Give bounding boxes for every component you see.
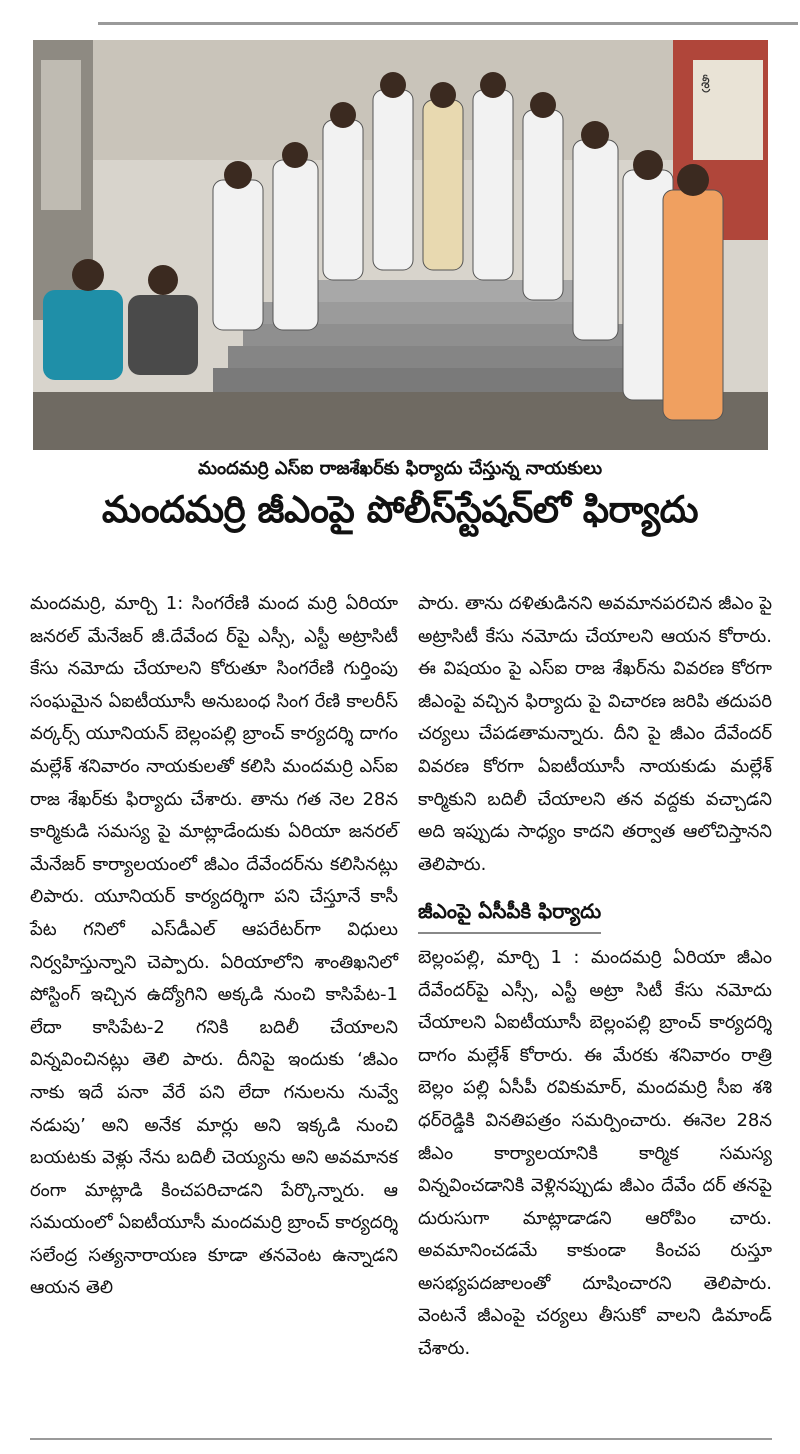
article-column-right (418, 588, 772, 1366)
photo-caption: మందమర్రి ఎస్ఐ రాజశేఖర్‌కు ఫిర్యాదు చేస్తున్న నాయకులు (197, 458, 603, 479)
article-body-right-2: బెల్లంపల్లి, మార్చి 1 : మందమర్రి ఏరియా జీఎం దేవేందర్‌పై ఎస్సీ, ఎస్టీ అట్రా సిటీ కేసు నమోదు చేయాలని ఏఐటీయూసీ బెల్లంపల్లి బ్రాంచ్ కార్యదర్శి దాగం మల్లేశ్ కోరారు. ఈ మేరకు శనివారం రాత్రి బెల్లం పల్లి ఏసీపీ రవికుమార్, మందమర్రి సీఐ శశి ధర్‌రెడ్డికి వినతిపత్రం సమర్పించారు. ఈనెల 28న జీఎం కార్యాలయానికి కార్మిక సమస్య విన్నవించడానికి వెళ్లినప్పుడు జీఎం దేవేం దర్ తనపై దురుసుగా మాట్లాడాడని ఆరోపిం చారు. అవమానించడమే కాకుండా కించప రుస్తూ అసభ్యపదజాలంతో దూషించారని తెలిపారు. వెంటనే జీఎంపై చర్యలు తీసుకో వాలని డిమాండ్ చేశారు. (418, 946, 772, 1360)
photo-sign-text: శ్రీ (701, 73, 710, 92)
top-rule (98, 0, 798, 25)
article-body-right: పారు. తాను దళితుడినని అవమానపరచిన జీఎం పై అట్రాసిటీ కేసు నమోదు చేయాలని ఆయన కోరారు. ఈ విషయం పై ఎస్ఐ రాజ శేఖర్‌ను వివరణ కోరగా జీఎంపై వచ్చిన ఫిర్యాదు పై విచారణ జరిపి తదుపరి చర్యలు చేపడతామన్నారు. దీని పై జీఎం దేవేందర్ వివరణ కోరగా ఏఐటీయూసీ నాయకుడు మల్లేశ్ కార్మికుని బదిలీ చేయాలని తన వద్దకు వచ్చాడని అది ఇప్పుడు సాధ్యం కాదని తర్వాత ఆలోచిస్తానని తెలిపారు. (418, 593, 772, 875)
bottom-rule (30, 1438, 772, 1440)
article-body-left: మందమర్రి, మార్చి 1: సింగరేణి మంద మర్రి ఏరియా జనరల్ మేనేజర్ జీ.దేవేంద ర్‌పై ఎస్సీ, ఎస్టీ అట్రాసిటీ కేసు నమోదు చేయాలని కోరుతూ సింగరేణి గుర్తింపు సంఘమైన ఏఐటీయూసీ అనుబంధ సింగ రేణి కాలరీస్ వర్కర్స్ యూనియన్ బెల్లంపల్లి బ్రాంచ్ కార్యదర్శి దాగం మల్లేశ్ శనివారం నాయకులతో కలిసి మందమర్రి ఎస్ఐ రాజ శేఖర్‌కు ఫిర్యాదు చేశారు. తాను గత నెల 28న కార్మికుడి సమస్య పై మాట్లాడేందుకు ఏరియా జనరల్ మేనేజర్ కార్యాలయంలో జీఎం దేవేందర్‌ను కలిసినట్లు లిపారు. యూనియర్ కార్యదర్శిగా పని చేస్తూనే కాసీ పేట గనిలో ఎస్‌డీఎల్ ఆపరేటర్‌గా విధులు నిర్వహిస్తున్నాని చెప్పారు. ఏరియాలోని శాంతిఖనిలో పోస్టింగ్ ఇచ్చిన ఉద్యోగిని అక్కడి నుంచి కాసిపేట-1 లేదా కాసిపేట-2 గనికి బదిలీ చేయాలని విన్నవించినట్లు తెలి పారు. దీనిపై ఇందుకు ‘జీఎం నాకు ఇదే పనా వేరే పని లేదా గనులను నువ్వే నడుపు’ అని అనేక మార్లు అని ఇక్కడి నుంచి బయటకు వెళ్లు నేను బదిలీ చెయ్యను అని అవమానక రంగా మాట్లాడి కించపరిచాడని పేర్కొన్నారు. ఆ సమయంలో ఏఐటీయూసీ మందమర్రి బ్రాంచ్ కార్యదర్శి సలేంద్ర సత్యనారాయణ కూడా తనవెంట ఉన్నాడని ఆయన తెలి (30, 593, 398, 1299)
headline: మందమర్రి జీఎంపై పోలీస్‌స్టేషన్‌లో ఫిర్యాదు (101, 488, 699, 531)
subheading: జీఎంపై ఏసీపీకి ఫిర్యాదు (418, 895, 601, 934)
article-column-left (30, 588, 398, 1305)
news-photo (33, 40, 768, 450)
